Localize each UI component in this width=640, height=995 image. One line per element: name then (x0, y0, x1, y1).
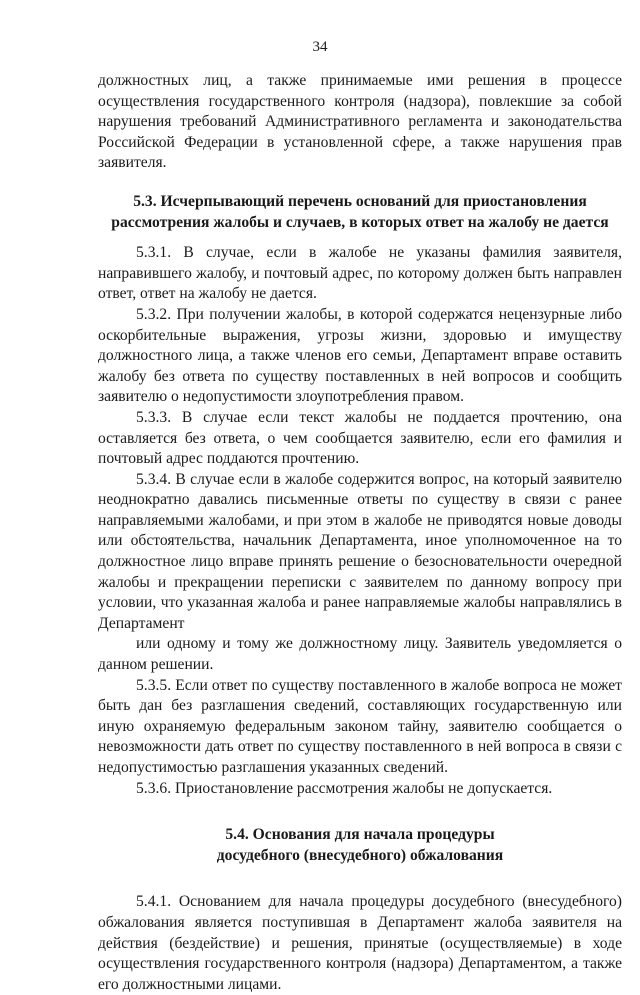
section-heading-5-3-line1: 5.3. Исчерпывающий перечень оснований для приостановления (133, 192, 587, 210)
paragraph-5-3-2: 5.3.2. При получении жалобы, в которой содержатся нецензурные либо оскорбительные выражения, угрозы жизни, здоровью и имуществу должностного лица, а также членов его семьи, Департамент вправе оставить жалобу без ответа по существу поставленных в ней вопросов и сообщить заявителю о недопустимости злоупотребления правом. (98, 305, 622, 406)
section-heading-5-3 (98, 192, 622, 233)
paragraph-continued: должностных лиц, а также принимаемые ими решения в процессе осуществления государственного контроля (надзора), повлекшие за собой нарушения требований Административного регламента и законодательства Российской Федерации в установленной сфере, а также нарушения прав заявителя. (98, 72, 622, 172)
section-heading-5-4-line1: 5.4. Основания для начала процедуры (225, 826, 495, 844)
paragraph-5-3-1: 5.3.1. В случае, если в жалобе не указаны фамилия заявителя, направившего жалобу, и почтовый адрес, по которому должен быть направлен ответ, ответ на жалобу не дается. (98, 244, 622, 303)
section-heading-5-3-line2: рассмотрения жалобы и случаев, в которых ответ на жалобу не дается (111, 213, 609, 231)
document-body (98, 71, 622, 995)
section-heading-5-4-line2: досудебного (внесудебного) обжалования (216, 846, 504, 864)
paragraph-5-3-4-continued: или одному и тому же должностному лицу. Заявитель уведомляется о данном решении. (98, 635, 622, 674)
paragraph-5-3-5: 5.3.5. Если ответ по существу поставленного в жалобе вопроса не может быть дан без разглашения сведений, составляющих государственную или иную охраняемую федеральным законом тайну, заявителю сообщается о невозможности дать ответ по существу поставленного в ней вопроса в связи с недопустимостью разглашения указанных сведений. (98, 676, 622, 776)
paragraph-5-4-1: 5.4.1. Основанием для начала процедуры досудебного (внесудебного) обжалования является поступившая в Департамент жалоба заявителя на действия (бездействие) и решения, принятые (осуществляемые) в ходе осуществления государственного контроля (надзора) Департаментом, а также его должностными лицами. (98, 893, 622, 993)
paragraph-5-3-3: 5.3.3. В случае если текст жалобы не поддается прочтению, она оставляется без ответа, о чем сообщается заявителю, если его фамилия и почтовый адрес поддаются прочтению. (98, 408, 622, 468)
section-heading-5-4 (98, 825, 622, 866)
paragraph-5-3-6: 5.3.6. Приостановление рассмотрения жалобы не допускается. (136, 779, 553, 797)
page-number: 34 (312, 39, 328, 55)
paragraph-5-3-4: 5.3.4. В случае если в жалобе содержится вопрос, на который заявителю неоднократно давались письменные ответы по существу в связи с ранее направляемыми жалобами, и при этом в жалобе не приводятся новые доводы или обстоятельства, начальник Департамента, иное уполномоченное на то должностное лицо вправе принять решение о безосновательности очередной жалобы и прекращении переписки с заявителем по данному вопросу при условии, что указанная жалоба и ранее направляемые жалобы направлялись в Департамент (98, 470, 622, 632)
